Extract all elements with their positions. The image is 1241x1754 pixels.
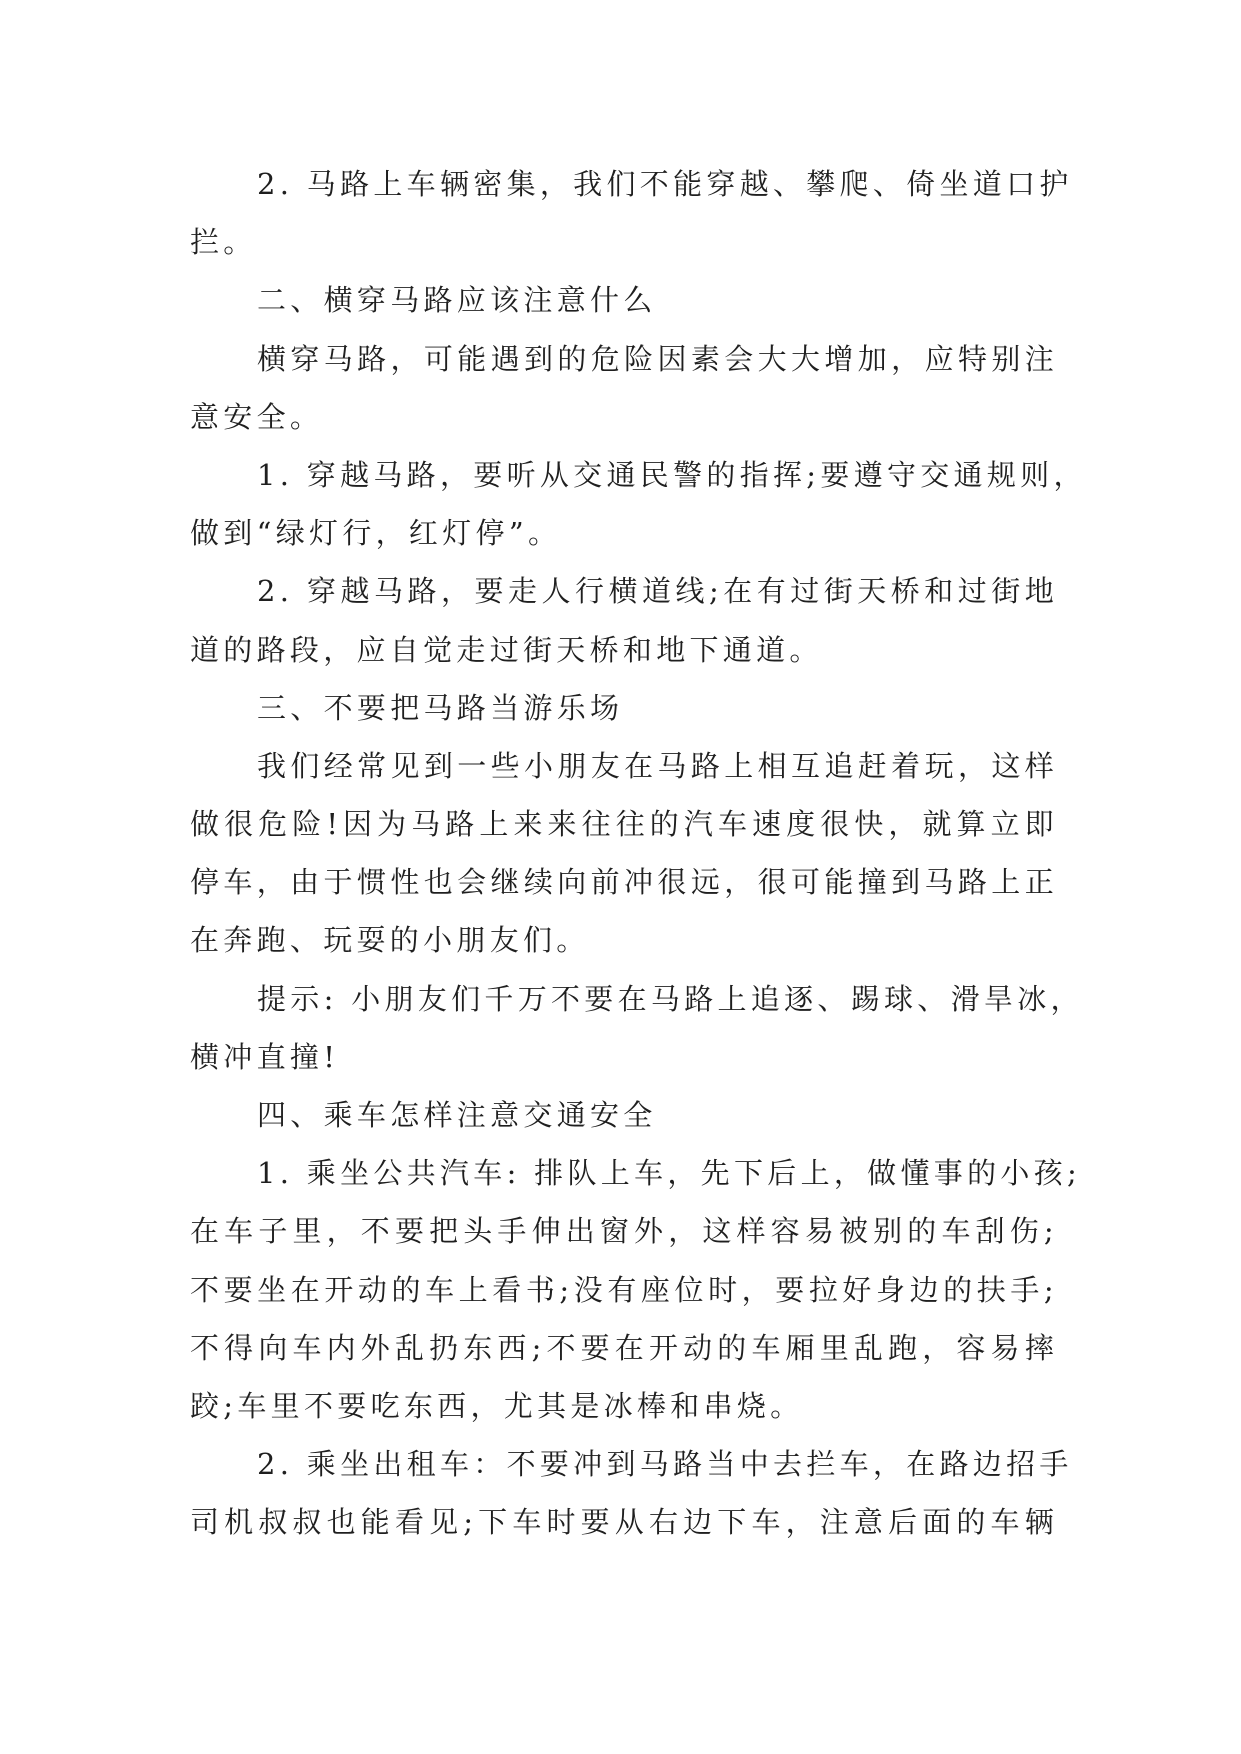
paragraph-line: 不要坐在开动的车上看书;没有座位时，要拉好身边的扶手; [190,1272,1058,1307]
paragraph-line: 在车子里，不要把头手伸出窗外，这样容易被别的车刮伤; [190,1214,1058,1249]
paragraph-line: 横穿马路，可能遇到的危险因素会大大增加，应特别注 [257,341,1058,376]
paragraph-line: 跤;车里不要吃东西，尤其是冰棒和串烧。 [190,1388,804,1423]
paragraph-line: 2. 马路上车辆密集，我们不能穿越、攀爬、倚坐道口护 [257,167,1073,201]
paragraph [190,446,1087,562]
paragraph-line: 道的路段，应自觉走过街天桥和地下通道。 [190,632,823,667]
paragraph [190,155,1073,271]
paragraph-line: 司机叔叔也能看见;下车时要从右边下车，注意后面的车辆 [190,1505,1058,1540]
paragraph [190,970,1084,1086]
paragraph [190,1144,1082,1435]
paragraph-line: 意安全。 [190,399,324,434]
paragraph-line: 做到“绿灯行，红灯停”。 [190,516,562,551]
paragraph-line: 拦。 [190,225,257,260]
paragraph-line: 我们经常见到一些小朋友在马路上相互追赶着玩，这样 [257,748,1058,783]
paragraph-line: 在奔跑、玩耍的小朋友们。 [190,923,590,958]
paragraph [190,330,1058,446]
paragraph [190,562,1058,678]
paragraph-line: 停车，由于惯性也会继续向前冲很远，很可能撞到马路上正 [190,865,1058,900]
section-heading: 三、不要把马路当游乐场 [257,690,624,725]
paragraph-line: 提示: 小朋友们千万不要在马路上追逐、踢球、滑旱冰， [257,981,1084,1016]
paragraph-line: 2. 乘坐出租车：不要冲到马路当中去拦车，在路边招手 [257,1447,1073,1482]
paragraph-line: 1. 穿越马路，要听从交通民警的指挥;要遵守交通规则， [257,457,1087,492]
paragraph-line: 横冲直撞! [190,1039,340,1074]
section-heading: 四、乘车怎样注意交通安全 [257,1098,657,1132]
paragraph-line: 做很危险!因为马路上来来往往的汽车速度很快，就算立即 [190,807,1058,842]
paragraph [190,737,1058,970]
paragraph [190,1435,1073,1551]
section-heading: 二、横穿马路应该注意什么 [257,283,657,318]
paragraph-line: 2. 穿越马路，要走人行横道线;在有过街天桥和过街地 [257,574,1058,609]
paragraph-line: 不得向车内外乱扔东西;不要在开动的车厢里乱跑，容易摔 [190,1330,1058,1365]
paragraph-line: 1. 乘坐公共汽车: 排队上车，先下后上，做懂事的小孩; [257,1156,1082,1191]
document-body [190,155,1087,1552]
